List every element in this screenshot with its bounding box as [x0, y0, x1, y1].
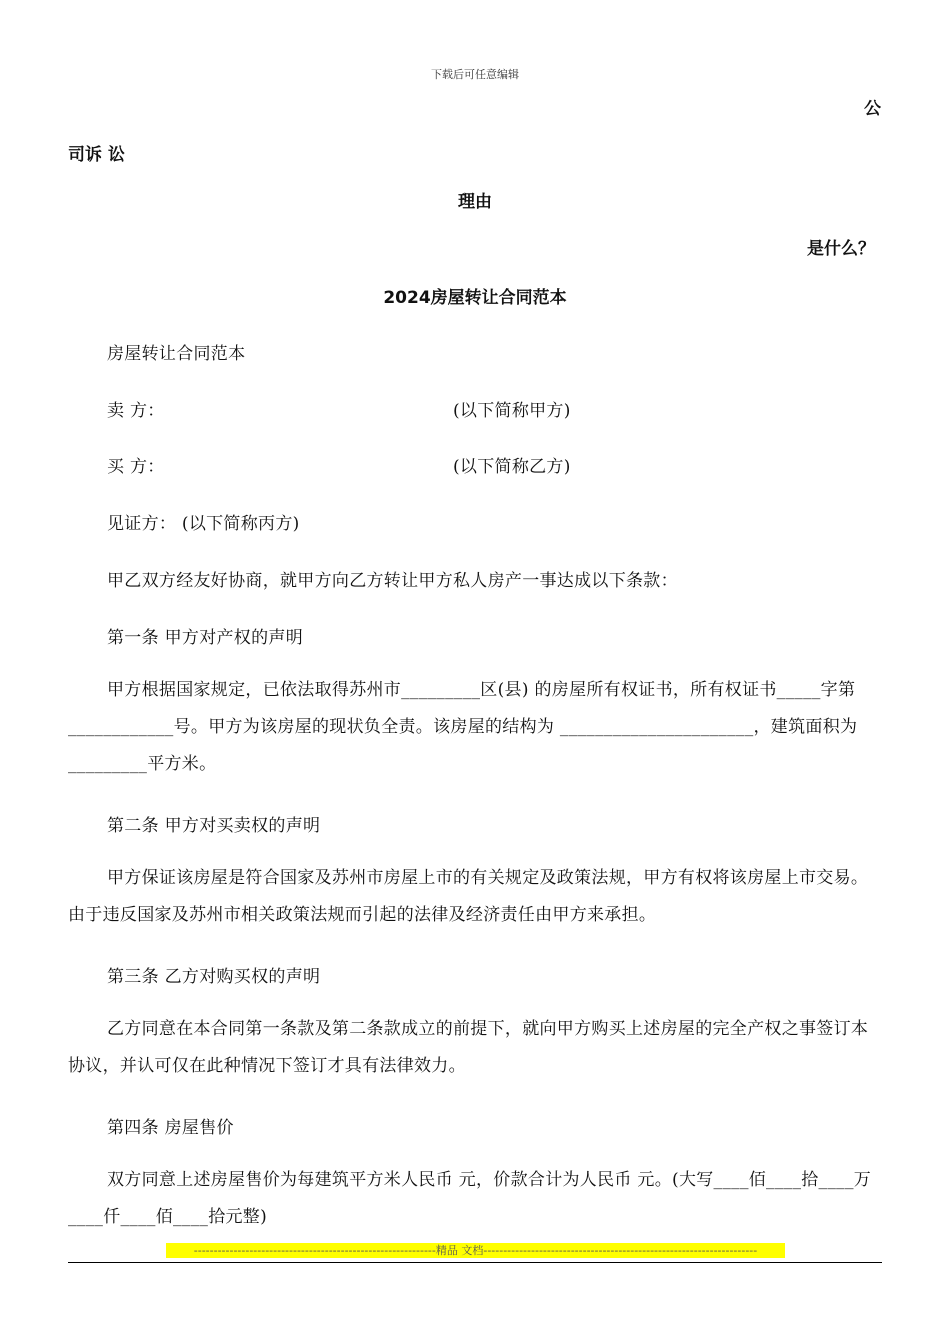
heading-fragment: 公: [864, 99, 881, 119]
footer-highlight-band: -------------------------------------------------------------精品 文档---------------------------------------------------------------------: [166, 1243, 785, 1258]
article-2-body: 甲方保证该房屋是符合国家及苏州市房屋上市的有关规定及政策法规，甲方有权将该房屋上市交易。由于违反国家及苏州市相关政策法规而引起的法律及经济责任由甲方来承担。: [68, 868, 869, 925]
heading-fragment: 是什么？: [807, 239, 875, 259]
article-1-title: 第一条 甲方对产权的声明: [107, 628, 304, 648]
article-1-body: 甲方根据国家规定，已依法取得苏州市_________区(县) 的房屋所有权证书，所有权证书_____字第____________号。甲方为该房屋的现状负全责。该房屋的结构为 ______________________，建筑面积为_________平方米。: [68, 680, 858, 774]
seller-note: (以下简称甲方): [453, 401, 571, 421]
witness-line: 见证方： (以下简称丙方): [107, 514, 300, 534]
buyer-note: (以下简称乙方): [453, 457, 571, 477]
article-2-title: 第二条 甲方对买卖权的声明: [107, 816, 321, 836]
document-title: 2024房屋转让合同范本: [383, 288, 567, 308]
footer-divider: [68, 1262, 882, 1263]
article-3-title: 第三条 乙方对购买权的声明: [107, 967, 321, 987]
article-4-title: 第四条 房屋售价: [107, 1118, 234, 1138]
document-subtitle: 房屋转让合同范本: [107, 344, 246, 364]
page-header-note: 下载后可任意编辑: [431, 68, 519, 81]
seller-label: 卖 方：: [107, 401, 165, 421]
intro-paragraph: 甲乙双方经友好协商，就甲方向乙方转让甲方私人房产一事达成以下条款：: [107, 571, 678, 591]
article-3-body: 乙方同意在本合同第一条款及第二条款成立的前提下，就向甲方购买上述房屋的完全产权之事签订本协议，并认可仅在此种情况下签订才具有法律效力。: [68, 1019, 869, 1076]
heading-fragment: 理由: [458, 192, 492, 212]
article-4-body: 双方同意上述房屋售价为每建筑平方米人民币 元，价款合计为人民币 元。(大写____佰____拾____万____仟____佰____拾元整): [68, 1170, 872, 1227]
heading-fragment: 司诉 讼: [68, 145, 125, 165]
buyer-label: 买 方：: [107, 457, 165, 477]
